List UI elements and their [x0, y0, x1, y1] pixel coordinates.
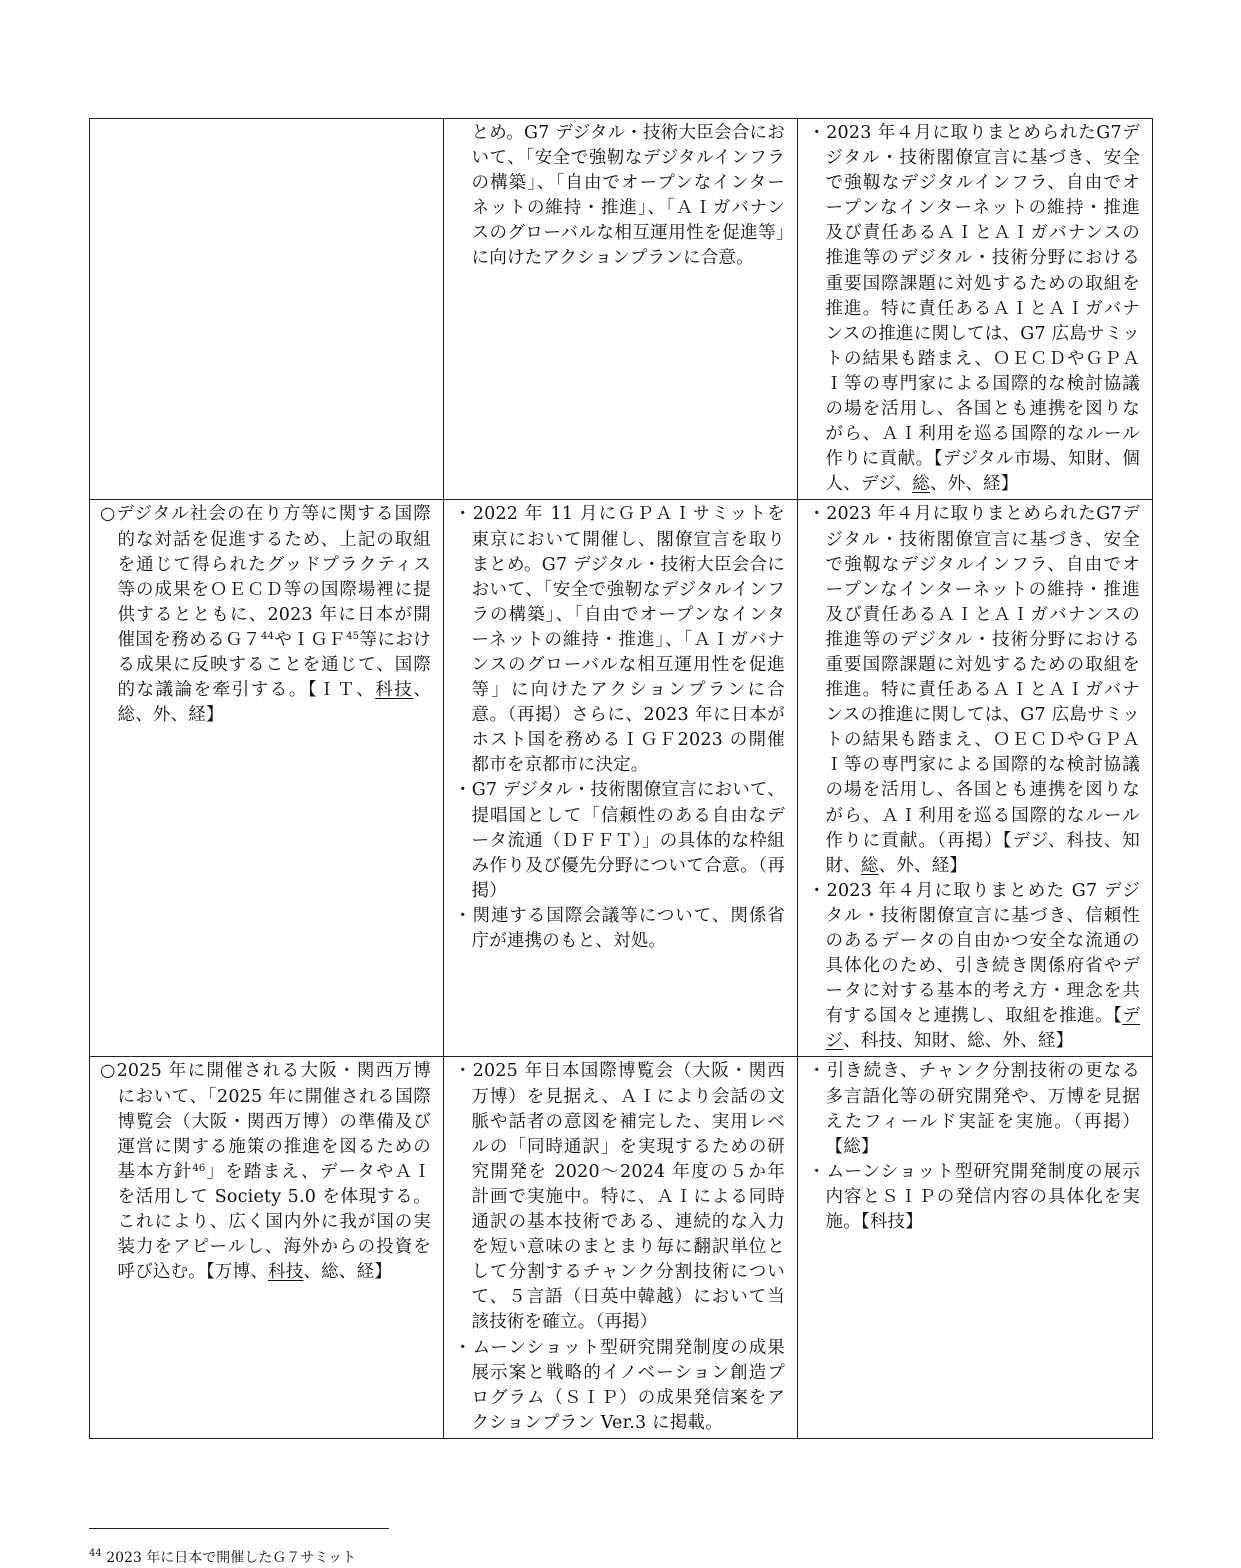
footnote-divider: [89, 1528, 389, 1529]
footnote: [89, 1548, 356, 1568]
row1-objective-cell: [90, 119, 444, 500]
list-item: ・2025 年日本国際博覧会（大阪・関西万博）を見据え、ＡＩにより会話の文脈や話者の意図を補完した、実用レベルの「同時通訳」を実現するための研究開発を 2020～2024 年度の５か年計画で実施中。特に、ＡＩによる同時通訳の基本技術である、連続的な入力を短い意味のまとまり毎に翻訳単位として分割するチャンク分割技術について、５言語（日英中韓越）において当該技術を確立。（再掲）: [454, 1061, 786, 1333]
footnote-ref-44: 44: [261, 630, 275, 642]
row2-plan-cell: [798, 500, 1153, 1057]
row3-objective-cell: [90, 1057, 444, 1438]
footnote-ref-45: 45: [346, 630, 360, 642]
footnote-text: 2023 年に日本で開催したＧ７サミット: [106, 1550, 356, 1566]
measures-table: [89, 118, 1153, 1439]
objective-paragraph: ○2025 年に開催される大阪・関西万博において、「2025 年に開催される国際博覧会（大阪・関西万博）の準備及び運営に関する施策の推進を図るための基本方針$^{46}$」を踏まえ、データやＡＩを活用して Society 5.0 を体現する。これにより、広く国内外に我が国の実装力をアピールし、海外からの投資を呼び込む。【万博、科技、総、経】: [100, 1061, 431, 1283]
row1-progress-text: とめ。G7 デジタル・技術大臣会合において、「安全で強靭なデジタルインフラの構築」、「自由でオープンなインターネットの維持・推進」、「ＡＩガバナンスのグローバルな相互運用性を促進等」に向けたアクションプランに合意。: [471, 123, 785, 269]
list-item: ・2022 年 11 月にＧＰＡＩサミットを東京において開催し、閣僚宣言を取りまとめ。G7 デジタル・技術大臣会合において、「安全で強靭なデジタルインフラの構築」、「自由でオープンなインターネットの維持・推進」、「ＡＩガバナンスのグローバルな相互運用性を促進等」に向けたアクションプランに合意。（再掲）さらに、2023 年に日本がホスト国を務めるＩＧＦ2023 の開催都市を京都市に決定。: [454, 504, 785, 776]
footnote-number: 44: [89, 1548, 102, 1559]
list-item: ・2023 年４月に取りまとめた G7 デジタル・技術閣僚宣言に基づき、信頼性のあるデータの自由かつ安全な流通の具体化のため、引き続き関係府省やデータに対する基本的考え方・理念を共有する国々と連携し、取組を推進。【デジ、科技、知財、総、外、経】: [808, 880, 1141, 1052]
list-item: ・引き続き、チャンク分割技術の更なる多言語化等の研究開発や、万博を見据えたフィールド実証を実施。（再掲）【総】: [808, 1061, 1141, 1157]
table-row: [90, 1057, 1153, 1438]
list-item: ・G7 デジタル・技術閣僚宣言において、提唱国として「信頼性のある自由なデータ流通（ＤＦＦＴ）」の具体的な枠組み作り及び優先分野について合意。（再掲）: [454, 780, 785, 901]
list-item: ・2023 年４月に取りまとめられたG7デジタル・技術閣僚宣言に基づき、安全で強靱なデジタルインフラ、自由でオープンなインターネットの維持・推進及び責任あるＡＩとＡＩガバナンスの推進等のデジタル・技術分野における重要国際課題に対処するための取組を推進。特に責任あるＡＩとＡＩガバナンスの推進に関しては、G7 広島サミットの結果も踏まえ、ＯＥＣＤやＧＰＡＩ等の専門家による国際的な検討協議の場を活用し、各国とも連携を図りながら、ＡＩ利用を巡る国際的なルール作りに貢献。【デジタル市場、知財、個人、デジ、総、外、経】: [808, 123, 1141, 495]
row2-progress-cell: [444, 500, 798, 1057]
row1-plan-cell: [798, 119, 1153, 500]
list-item: ・2023 年４月に取りまとめられたG7デジタル・技術閣僚宣言に基づき、安全で強靱なデジタルインフラ、自由でオープンなインターネットの維持・推進及び責任あるＡＩとＡＩガバナンスの推進等のデジタル・技術分野における重要国際課題に対処するための取組を推進。特に責任あるＡＩとＡＩガバナンスの推進に関しては、G7 広島サミットの結果も踏まえ、ＯＥＣＤやＧＰＡＩ等の専門家による国際的な検討協議の場を活用し、各国とも連携を図りながら、ＡＩ利用を巡る国際的なルール作りに貢献。（再掲）【デジ、科技、知財、総、外、経】: [808, 504, 1141, 876]
table-row: [90, 119, 1153, 500]
row3-plan-cell: [798, 1057, 1153, 1438]
list-item: ・ムーンショット型研究開発制度の展示内容とＳＩＰの発信内容の具体化を実施。【科技】: [808, 1161, 1140, 1233]
objective-paragraph: ○デジタル社会の在り方等に関する国際的な対話を促進するため、上記の取組を通じて得られたグッドプラクティス等の成果をＯＥＣＤ等の国際場裡に提供するとともに、2023 年に日本が開催国を務める$G7^{44}$やＩＧＦ$^{45}$等における成果に反映することを通じて、国際的な議論を牽引する。【ＩＴ、科技、総、外、経】: [100, 504, 432, 726]
list-item: ・ムーンショット型研究開発制度の成果展示案と戦略的イノベーション創造プログラム（ＳＩＰ）の成果発信案をアクションプラン Ver.3 に掲載。: [454, 1337, 786, 1433]
table-row: [90, 500, 1153, 1057]
list-item: ・関連する国際会議等について、関係省庁が連携のもと、対処。: [454, 905, 786, 951]
footnote-ref-46: 46: [192, 1162, 206, 1174]
row1-progress-cell: [444, 119, 798, 500]
row2-objective-cell: [90, 500, 444, 1057]
row3-progress-cell: [444, 1057, 798, 1438]
